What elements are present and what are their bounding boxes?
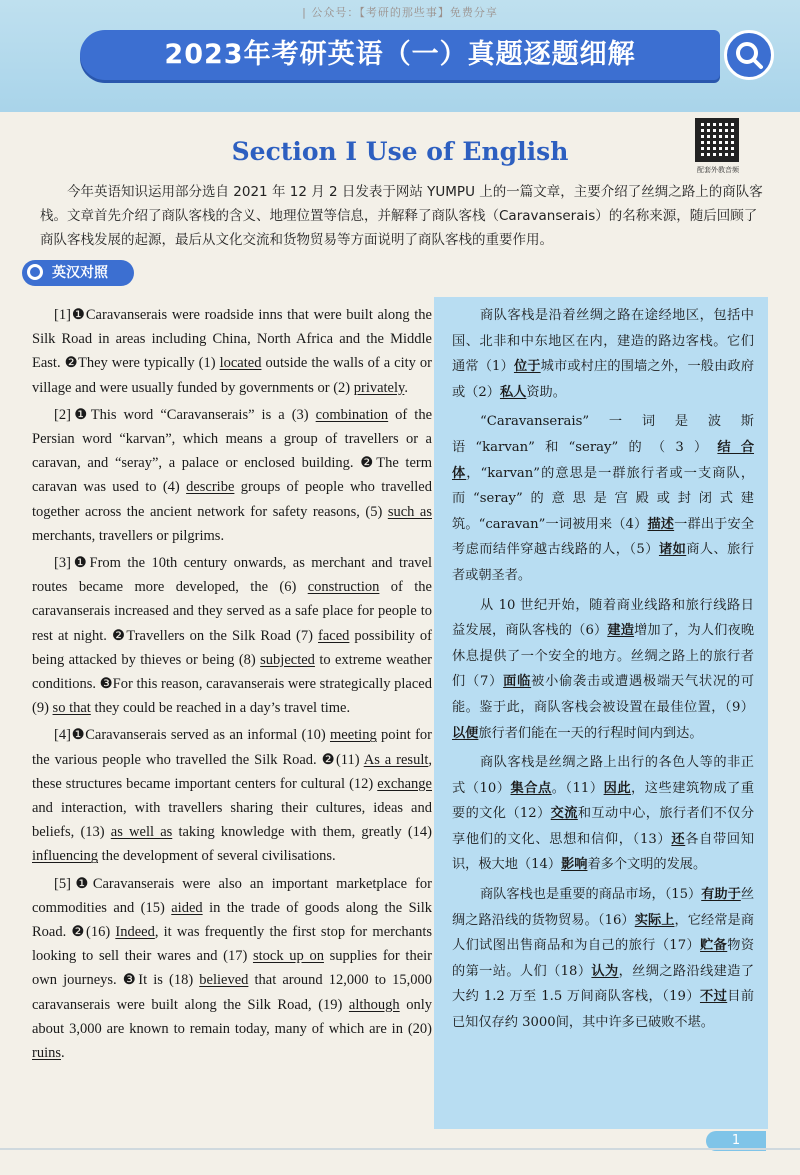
answer-word: 建造 bbox=[607, 623, 635, 639]
footer-divider bbox=[0, 1148, 800, 1150]
intro-paragraph: 今年英语知识运用部分选自 2021 年 12 月 2 日发表于网站 YUMPU 上的一篇文章，主要介绍了丝绸之路上的商队客栈。文章首先介绍了商队客栈的含义、地理位置等信息，并解释了商队客栈（Caravanserais）的名称来源，随后回顾了商队客栈发展的起源，最后从文化交流和货物贸易等方面说明了商队客栈的重要作用。 bbox=[40, 184, 763, 248]
answer-word: exchange bbox=[377, 775, 432, 792]
section-tag bbox=[22, 260, 134, 286]
search-icon bbox=[724, 30, 774, 80]
answer-word: influencing bbox=[32, 848, 99, 865]
chinese-passage bbox=[452, 303, 754, 1036]
english-paragraph-1: [1]❶Caravanserais were roadside inns that were built along the Silk Road in areas including China, North Africa and the Middle East. ❷They were typically (1) located outside the walls of a city or village and were usually funded by governments or (2) privately. bbox=[32, 307, 432, 396]
chinese-paragraph-3: 从 10 世纪开始，随着商业线路和旅行线路日益发展，商队客栈的（6）建造增加了，为人们夜晚休息提供了一个安全的地方。丝绸之路上的旅行者们（7）面临被小偷袭击或遭遇极端天气状况的可能。鉴于此，商队客栈会被设置在最佳位置，（9）以便旅行者们能在一天的行程时间内到达。 bbox=[452, 597, 755, 741]
answer-word: 认为 bbox=[591, 963, 619, 979]
answer-word: faced bbox=[318, 627, 350, 644]
answer-word: 以便 bbox=[452, 725, 479, 741]
answer-word: As a result bbox=[363, 751, 429, 768]
english-paragraph-5: [5]❶Caravanserais were also an important marketplace for commodities and (15) aided in the trade of goods along the Silk Road. ❷(16) Indeed, it was frequently the first stop for merchants looking to sell their wares and (17) stock up on supplies for their own journeys. ❸It is (18) believed that around 12,000 to 15,000 caravanserais were built along the Silk Road, (19) although only about 3,000 are known to remain today, many of which are in (20) ruins. bbox=[32, 875, 433, 1062]
header-banner bbox=[0, 0, 800, 112]
answer-word: meeting bbox=[329, 727, 377, 744]
answer-word: although bbox=[348, 996, 400, 1013]
search-icon bbox=[27, 264, 43, 280]
answer-word: 不过 bbox=[699, 989, 728, 1005]
answer-word: 诸如 bbox=[658, 542, 687, 558]
answer-word: 贮备 bbox=[700, 938, 728, 954]
english-paragraph-3: [3]❶From the 10th century onwards, as merchant and travel routes became more developed, the (6) construction of the caravanserais increased and they served as a safe place for people to rest at night. ❷Travellers on the Silk Road (7) faced possibility of being attacked by thieves or being (8) subjected to extreme weather conditions. ❸For this reason, caravanserais were strategically placed (9) so that they could be reached in a day’s travel time. bbox=[32, 555, 433, 717]
answer-word: aided bbox=[171, 899, 203, 916]
answer-word: 面临 bbox=[503, 674, 532, 690]
chinese-paragraph-1: 商队客栈是沿着丝绸之路在途经地区，包括中国、北非和中东地区在内，建造的路边客栈。它们通常（1）位于城市或村庄的围墙之外，一般由政府或（2）私人资助。 bbox=[452, 308, 755, 400]
page-title: 2023年考研英语（一）真题逐题细解 bbox=[164, 39, 636, 70]
watermark: | 公众号：【考研的那些事】免费分享 bbox=[302, 6, 498, 19]
answer-word: 私人 bbox=[499, 384, 527, 400]
chinese-paragraph-2: “Caravanserais”一词是波斯语“karvan”和“seray”的（3）结合体，“karvan”的意思是一群旅行者或一支商队，而“seray”的意思是宫殿或封闭式建筑。“caravan”一词被用来（4）描述一群出于安全考虑而结伴穿越古线路的人，（5）诸如商人、旅行者或朝圣者。 bbox=[452, 414, 755, 583]
answer-word: 还 bbox=[671, 831, 686, 847]
chinese-paragraph-5: 商队客栈也是重要的商品市场，（15）有助于丝绸之路沿线的货物贸易。（16）实际上，它经常是商人们试图出售商品和为自己的旅行（17）贮备物资的第一站。人们（18）认为，丝绸之路沿线建造了大约 1.2 万至 1.5 万间商队客栈，（19）不过目前已知仅存约 3000间，其中许多已破败不堪。 bbox=[452, 887, 755, 1031]
answer-word: such as bbox=[387, 503, 432, 520]
answer-word: 有助于 bbox=[701, 887, 741, 903]
answer-word: 结合体 bbox=[452, 439, 755, 481]
answer-word: believed bbox=[199, 972, 249, 989]
qr-code-icon bbox=[695, 118, 739, 162]
answer-word: located bbox=[219, 355, 262, 372]
answer-word: 描述 bbox=[647, 516, 675, 532]
title-bar bbox=[80, 30, 720, 80]
answer-word: Indeed bbox=[115, 924, 155, 941]
section-title: Section Ⅰ Use of English bbox=[231, 137, 569, 166]
page-number: 1 bbox=[706, 1131, 766, 1151]
english-paragraph-2: [2]❶This word “Caravanserais” is a (3) combination of the Persian word “karvan”, which means a group of travellers or a caravan, and “seray”, a palace or enclosed building. ❷The term caravan was used to (4) describe groups of people who travelled together across the ancient network for safety reasons, (5) such as merchants, travellers or pilgrims. bbox=[32, 406, 432, 544]
section-tag-label: 英汉对照 bbox=[52, 265, 108, 281]
answer-word: ruins bbox=[32, 1045, 61, 1062]
answer-word: stock up on bbox=[252, 948, 324, 965]
answer-word: 因此 bbox=[603, 780, 632, 796]
chinese-translation-panel bbox=[434, 297, 768, 1129]
english-passage bbox=[32, 303, 432, 1068]
answer-word: describe bbox=[186, 479, 235, 496]
answer-word: as well as bbox=[110, 824, 173, 841]
chinese-paragraph-4: 商队客栈是丝绸之路上出行的各色人等的非正式（10）集合点。（11）因此，这些建筑物成了重要的文化（12）交流和互动中心，旅行者们不仅分享他们的文化、思想和信仰，（13）还各自带回知识，极大地（14）影响着多个文明的发展。 bbox=[452, 755, 755, 873]
answer-word: 实际上 bbox=[634, 912, 675, 928]
answer-word: 集合点 bbox=[510, 780, 552, 796]
english-paragraph-4: [4]❶Caravanserais served as an informal (10) meeting point for the various people who travelled the Silk Road. ❷(11) As a result, these structures became important centers for cultural (12) exchange and interaction, with travellers sharing their cultures, ideas and beliefs, (13) as well as taking knowledge with them, greatly (14) influencing the development of several civilisations. bbox=[32, 727, 433, 865]
answer-word: subjected bbox=[260, 651, 315, 668]
answer-word: 位于 bbox=[513, 359, 541, 375]
answer-word: construction bbox=[307, 579, 380, 596]
answer-word: 交流 bbox=[550, 806, 578, 822]
answer-word: privately bbox=[353, 379, 405, 396]
answer-word: so that bbox=[52, 700, 91, 717]
qr-caption: 配套外教音频 bbox=[697, 166, 739, 174]
answer-word: 影响 bbox=[561, 857, 588, 873]
answer-word: combination bbox=[315, 406, 389, 423]
